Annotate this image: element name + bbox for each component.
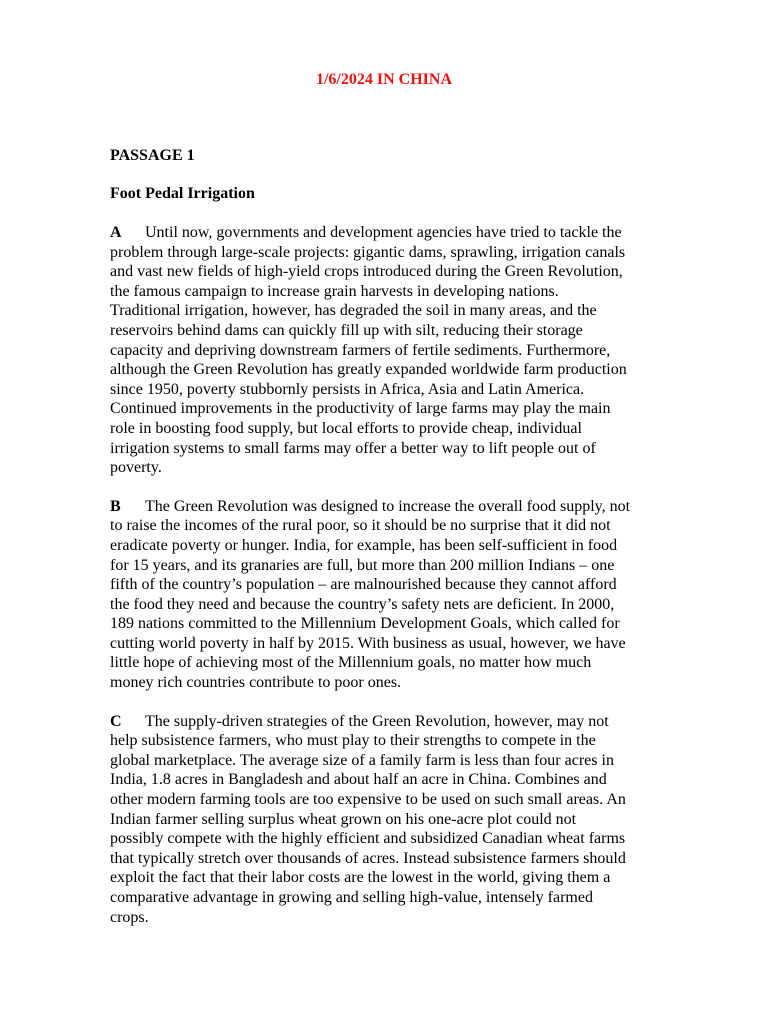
paragraph-line: other modern farming tools are too expensive to be used on such small areas. An xyxy=(110,791,626,809)
paragraph-line: eradicate poverty or hunger. India, for example, has been self-sufficient in food xyxy=(110,536,618,554)
line-text: The supply-driven strategies of the Green Revolution, however, may not xyxy=(145,712,609,730)
paragraph-line: problem through large-scale projects: gigantic dams, sprawling, irrigation canals xyxy=(110,243,626,261)
paragraph-line xyxy=(110,712,690,732)
passage-label: PASSAGE 1 xyxy=(110,147,195,164)
paragraph-b xyxy=(110,497,690,693)
paragraph-line: for 15 years, and its granaries are full, but more than 200 million Indians – one xyxy=(110,556,615,574)
paragraph-line: Indian farmer selling surplus wheat grown on his one-acre plot could not xyxy=(110,810,577,828)
paragraph-line: since 1950, poverty stubbornly persists in Africa, Asia and Latin America. xyxy=(110,380,585,398)
paragraph-line: crops. xyxy=(110,908,149,926)
line-text: The Green Revolution was designed to increase the overall food supply, not xyxy=(145,497,631,515)
line-text: Until now, governments and development agencies have tried to tackle the xyxy=(145,224,622,241)
paragraph-line: possibly compete with the highly efficient and subsidized Canadian wheat farms xyxy=(110,830,626,848)
paragraph-c xyxy=(110,712,690,928)
paragraph-line xyxy=(110,223,690,243)
paragraph-line: irrigation systems to small farms may offer a better way to lift people out of xyxy=(110,439,596,457)
paragraph-line: although the Green Revolution has greatly expanded worldwide farm production xyxy=(110,361,627,379)
paragraph-line: cutting world poverty in half by 2015. With business as usual, however, we have xyxy=(110,634,626,652)
paragraph-line: and vast new fields of high-yield crops introduced during the Green Revolution, xyxy=(110,263,623,281)
passage-title: Foot Pedal Irrigation xyxy=(110,185,255,202)
paragraph-line: exploit the fact that their labor costs are the lowest in the world, giving them a xyxy=(110,869,611,887)
paragraph-line: role in boosting food supply, but local efforts to provide cheap, individual xyxy=(110,419,582,437)
paragraph-line: the food they need and because the country’s safety nets are deficient. In 2000, xyxy=(110,595,615,613)
paragraph-a xyxy=(110,223,690,478)
paragraph-line: India, 1.8 acres in Bangladesh and about half an acre in China. Combines and xyxy=(110,771,607,789)
paragraph-line: poverty. xyxy=(110,459,162,477)
paragraph-line: the famous campaign to increase grain harvests in developing nations. xyxy=(110,282,559,300)
paragraph-letter: C xyxy=(110,712,122,730)
paragraph-line: capacity and depriving downstream farmers of fertile sediments. Furthermore, xyxy=(110,341,611,359)
paragraph-line: comparative advantage in growing and selling high-value, intensely farmed xyxy=(110,889,593,906)
paragraph-line: Traditional irrigation, however, has degraded the soil in many areas, and the xyxy=(110,302,597,320)
paragraph-line: that typically stretch over thousands of acres. Instead subsistence farmers should xyxy=(110,849,626,867)
paragraph-line: help subsistence farmers, who must play to their strengths to compete in the xyxy=(110,732,596,750)
passage-content xyxy=(110,146,690,946)
paragraph-line: little hope of achieving most of the Millennium goals, no matter how much xyxy=(110,654,592,672)
paragraph-line: global marketplace. The average size of a family farm is less than four acres in xyxy=(110,751,614,769)
paragraph-line: reservoirs behind dams can quickly fill up with silt, reducing their storage xyxy=(110,321,583,339)
paragraph-line: fifth of the country’s population – are malnourished because they cannot afford xyxy=(110,576,617,594)
paragraph-line xyxy=(110,497,690,517)
document-header-date-location: 1/6/2024 IN CHINA xyxy=(315,71,452,88)
paragraph-line: 189 nations committed to the Millennium Development Goals, which called for xyxy=(110,615,620,633)
paragraph-letter: B xyxy=(110,497,121,515)
paragraph-line: to raise the incomes of the rural poor, so it should be no surprise that it did not xyxy=(110,517,611,535)
paragraph-line: money rich countries contribute to poor ones. xyxy=(110,674,402,692)
paragraph-line: Continued improvements in the productivity of large farms may play the main xyxy=(110,400,611,418)
paragraph-letter: A xyxy=(110,224,122,241)
